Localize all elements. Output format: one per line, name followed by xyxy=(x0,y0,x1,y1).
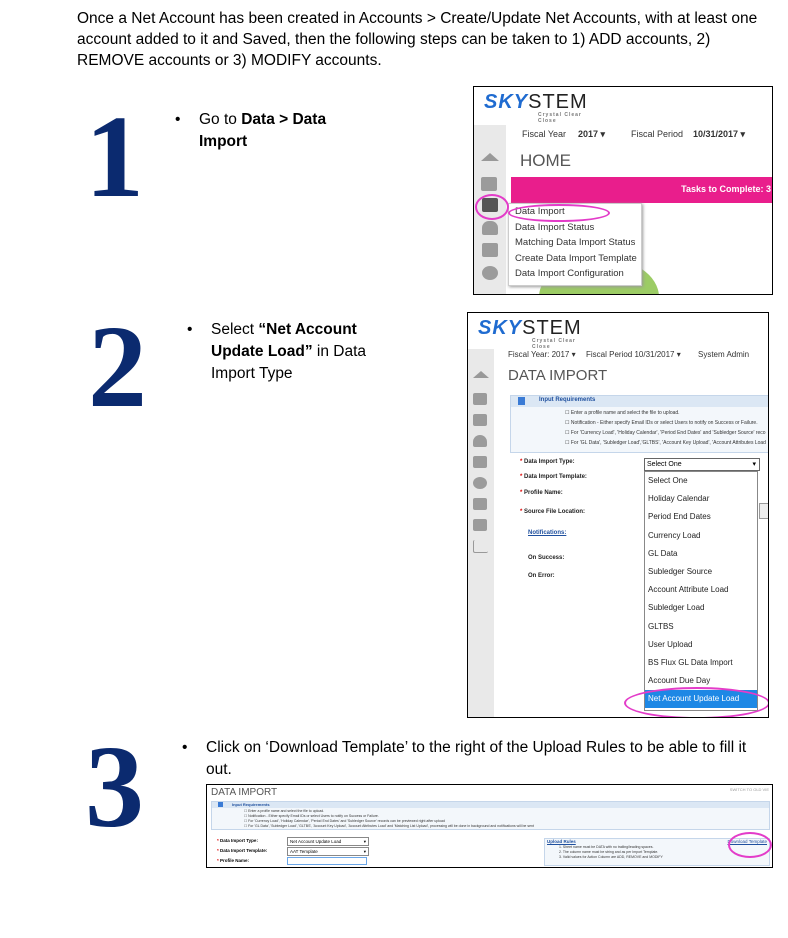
req-line: ☐ Notification - Either specify Email IDs or select Users to notify on Success or Failure. xyxy=(244,814,379,818)
screenshot-data-import-filled xyxy=(206,784,773,868)
fiscal-year-select[interactable]: 2017 ▾ xyxy=(578,129,606,139)
option-net-account-update-load[interactable]: Net Account Update Load xyxy=(645,690,757,708)
label-profile-name: * Profile Name: xyxy=(520,490,563,496)
skystem-logo: SKYSTEM Crystal Clear Close xyxy=(484,91,588,124)
label-on-error: On Error: xyxy=(528,573,555,579)
people-icon[interactable] xyxy=(473,498,487,510)
option[interactable]: GL Data xyxy=(648,548,678,558)
req-line: ☐ For 'Currency Load', 'Holiday Calendar', 'Period End Dates' and 'Subledger Source' records can be previewed right after upload xyxy=(244,819,445,823)
fiscal-period-label: Fiscal Period xyxy=(631,129,684,139)
step-2-text: • Select “Net Account Update Load” in Data Import Type xyxy=(187,321,367,382)
highlight-net-account-option xyxy=(624,687,769,718)
upload-rule: 1. Sheet name must be DATA with no trailing/leading spaces. xyxy=(559,845,654,849)
req-line: ☐ Enter a profile name and select the file to upload. xyxy=(565,410,680,416)
req-line: ☐ For 'Currency Load', 'Holiday Calendar', 'Period End Dates' and 'Subledger Source' reco xyxy=(565,430,766,436)
menu-item-configuration[interactable]: Data Import Configuration xyxy=(515,268,624,279)
input-requirements-box xyxy=(510,395,769,453)
user-icon[interactable] xyxy=(473,435,487,447)
page-title: HOME xyxy=(520,151,571,170)
step-number-3: 3 xyxy=(85,721,144,852)
home-icon[interactable] xyxy=(473,371,489,378)
home-icon[interactable] xyxy=(481,153,499,161)
option[interactable]: Subledger Source xyxy=(648,566,713,576)
option[interactable]: Holiday Calendar xyxy=(648,494,710,504)
screenshot-data-import xyxy=(467,312,769,718)
option[interactable]: User Upload xyxy=(648,639,693,649)
highlight-download-template xyxy=(728,832,772,858)
step-number-2: 2 xyxy=(88,301,147,432)
dashboard-icon[interactable] xyxy=(481,177,497,191)
requirements-title: Input Requirements xyxy=(232,802,270,807)
label-import-type: * Data Import Type: xyxy=(217,838,258,843)
skystem-logo: SKYSTEM Crystal Clear Close xyxy=(478,317,582,350)
upload-rule: 2. The column name must be string and as per Import Template. xyxy=(559,850,659,854)
fiscal-period-select[interactable]: 10/31/2017 ▾ xyxy=(693,129,746,139)
browse-button[interactable] xyxy=(759,503,769,519)
import-template-select[interactable]: AAT Template ▾ xyxy=(287,847,369,856)
label-import-type: * Data Import Type: xyxy=(520,459,575,465)
reports-icon[interactable] xyxy=(473,456,487,468)
menu-item-data-import-status[interactable]: Data Import Status xyxy=(515,221,595,233)
import-type-select[interactable]: Select One ▾ xyxy=(644,458,760,471)
step-number-1: 1 xyxy=(85,91,144,222)
menu-item-matching-status[interactable]: Matching Data Import Status xyxy=(515,237,636,248)
option[interactable]: GLTBS xyxy=(648,621,674,631)
req-line: ☐ Enter a profile name and select the file to upload. xyxy=(244,809,325,813)
req-line: ☐ Notification - Either specify Email IDs or select Users to notify on Success or Failure. xyxy=(565,420,758,426)
data-icon[interactable] xyxy=(473,414,487,426)
document-icon xyxy=(218,802,223,807)
req-line: ☐ For 'GL Data', 'Subledger Load', 'GLTBS', 'Account Key Upload', 'Account Attributes Load' and 'Matching List Upload', processing will be done in background and notifications will be sent xyxy=(244,824,534,828)
document-icon xyxy=(518,397,525,405)
upload-rule: 3. Valid values for Action Column are ADD, REMOVE and MODIFY xyxy=(559,855,663,859)
menu-item-data-import[interactable]: Data Import xyxy=(515,206,565,217)
notifications-link[interactable]: Notifications: xyxy=(528,530,567,536)
tasks-banner xyxy=(511,177,773,203)
step-3-text: • Click on ‘Download Template’ to the right of the Upload Rules to be able to fill it out. xyxy=(182,739,747,778)
download-template-link[interactable]: Download Template xyxy=(727,839,767,844)
fiscal-year-label: Fiscal Year xyxy=(522,129,567,139)
option[interactable]: Period End Dates xyxy=(648,512,711,522)
search-icon[interactable] xyxy=(482,266,498,280)
label-profile-name: * Profile Name: xyxy=(217,858,250,863)
label-import-template: * Data Import Template: xyxy=(520,474,587,480)
highlight-data-icon xyxy=(475,194,509,220)
page-title: DATA IMPORT xyxy=(211,787,278,798)
label-import-template: * Data Import Template: xyxy=(217,848,268,853)
fiscal-period-select[interactable]: Fiscal Period 10/31/2017 ▾ xyxy=(586,350,681,359)
profile-name-input[interactable] xyxy=(287,857,367,865)
user-icon[interactable] xyxy=(482,221,498,235)
switch-old-view-link[interactable]: SWITCH TO OLD VIE xyxy=(729,787,769,792)
dashboard-icon[interactable] xyxy=(473,393,487,405)
menu-item-create-template[interactable]: Create Data Import Template xyxy=(515,252,637,264)
label-on-success: On Success: xyxy=(528,555,565,561)
edit-icon[interactable] xyxy=(473,519,487,531)
upload-rules-title: Upload Rules xyxy=(547,839,576,844)
import-type-select[interactable]: Net Account Update Load ▾ xyxy=(287,837,369,846)
page-title: DATA IMPORT xyxy=(508,367,608,384)
user-name[interactable]: System Admin xyxy=(698,350,750,359)
option[interactable]: BS Flux GL Data Import xyxy=(648,657,733,667)
search-icon[interactable] xyxy=(473,477,487,489)
label-source-file: * Source File Location: xyxy=(520,509,586,515)
intro-text: Once a Net Account has been created in Accounts > Create/Update Net Accounts, with at least one account added to it and Saved, then the following steps can be taken to 1) ADD accounts, 2) REMOVE accounts or 3) MODIFY accounts. xyxy=(77,10,758,69)
option[interactable]: Subledger Load xyxy=(648,603,705,613)
step-1-text: • Go to Data > Data Import xyxy=(175,111,327,150)
option[interactable]: Currency Load xyxy=(648,530,701,540)
input-requirements-box xyxy=(211,801,770,830)
fiscal-year-select[interactable]: Fiscal Year: 2017 ▾ xyxy=(508,350,576,359)
option[interactable]: Select One xyxy=(648,476,688,485)
reports-icon[interactable] xyxy=(482,243,498,257)
req-line: ☐ For 'GL Data', 'Subledger Load','GLTBS', 'Account Key Upload', 'Account Attributes Load xyxy=(565,440,766,446)
import-type-dropdown xyxy=(644,471,758,711)
highlight-data-import xyxy=(508,204,610,222)
tasks-text: Tasks to Complete: 3 xyxy=(681,184,771,194)
requirements-title: Input Requirements xyxy=(539,397,596,403)
chart-icon[interactable] xyxy=(473,540,488,553)
screenshot-home xyxy=(473,86,773,295)
option[interactable]: Account Due Day xyxy=(648,676,711,686)
option[interactable]: Account Attribute Load xyxy=(648,585,729,595)
